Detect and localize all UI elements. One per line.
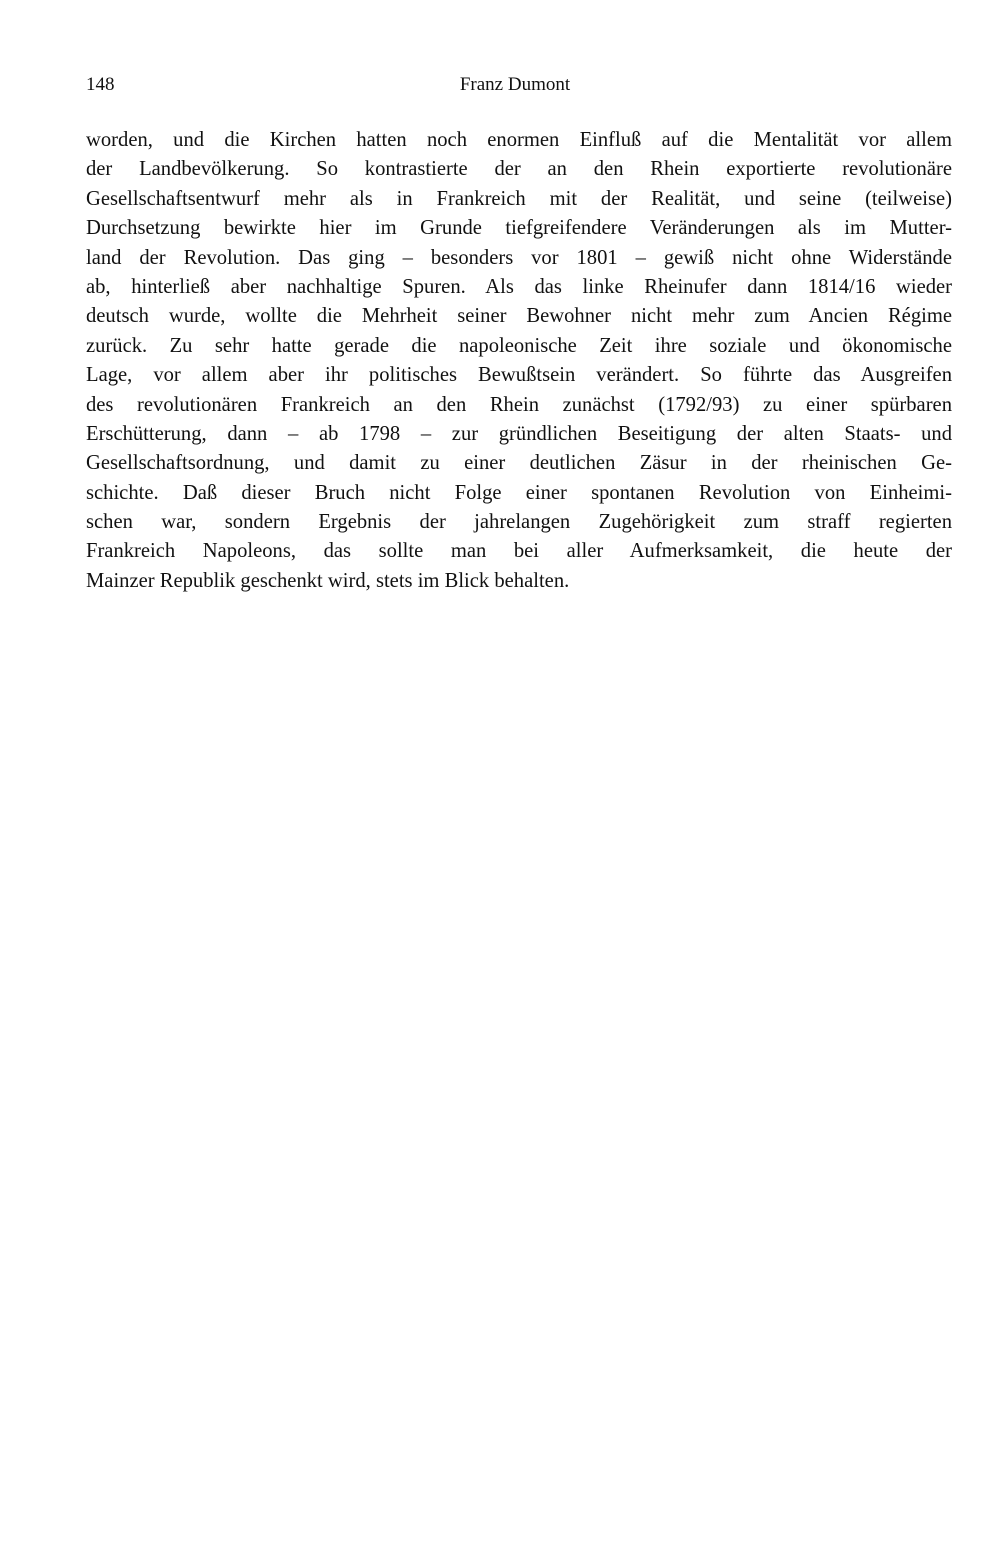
running-title: Franz Dumont (459, 74, 571, 95)
body-paragraph (86, 126, 952, 596)
page-number: 148 (86, 74, 115, 95)
text-line: zurück. Zu sehr hatte gerade die napoleonische Zeit ihre soziale und ökonomische (86, 334, 952, 357)
text-line: worden, und die Kirchen hatten noch enormen Einfluß auf die Mentalität vor allem (86, 129, 952, 151)
text-line: land der Revolution. Das ging – besonders vor 1801 – gewiß nicht ohne Widerstände (86, 246, 952, 269)
text-line: der Landbevölkerung. So kontrastierte der an den Rhein exportierte revolutionäre (86, 158, 952, 181)
text-line: Frankreich Napoleons, das sollte man bei aller Aufmerksamkeit, die heute der (86, 540, 952, 563)
text-line: Gesellschaftsordnung, und damit zu einer deutlichen Zäsur in der rheinischen Ge- (86, 452, 952, 475)
page-header (86, 74, 914, 104)
text-line: deutsch wurde, wollte die Mehrheit seiner Bewohner nicht mehr zum Ancien Régime (86, 305, 952, 328)
text-line: des revolutionären Frankreich an den Rhein zunächst (1792/93) zu einer spürbaren (86, 393, 952, 416)
text-line: Lage, vor allem aber ihr politisches Bewußtsein verändert. So führte das Ausgreifen (86, 364, 952, 387)
text-line: Mainzer Republik geschenkt wird, stets im Blick behalten. (86, 569, 570, 592)
text-line: Erschütterung, dann – ab 1798 – zur gründlichen Beseitigung der alten Staats- und (86, 422, 952, 445)
text-line: ab, hinterließ aber nachhaltige Spuren. Als das linke Rheinufer dann 1814/16 wieder (86, 275, 952, 298)
text-line: Gesellschaftsentwurf mehr als in Frankreich mit der Realität, und seine (teilweise) (86, 187, 952, 210)
text-line: Durchsetzung bewirkte hier im Grunde tiefgreifendere Veränderungen als im Mutter- (86, 217, 952, 240)
text-line: schichte. Daß dieser Bruch nicht Folge einer spontanen Revolution von Einheimi- (86, 481, 952, 504)
text-line: schen war, sondern Ergebnis der jahrelangen Zugehörigkeit zum straff regierten (86, 511, 952, 534)
